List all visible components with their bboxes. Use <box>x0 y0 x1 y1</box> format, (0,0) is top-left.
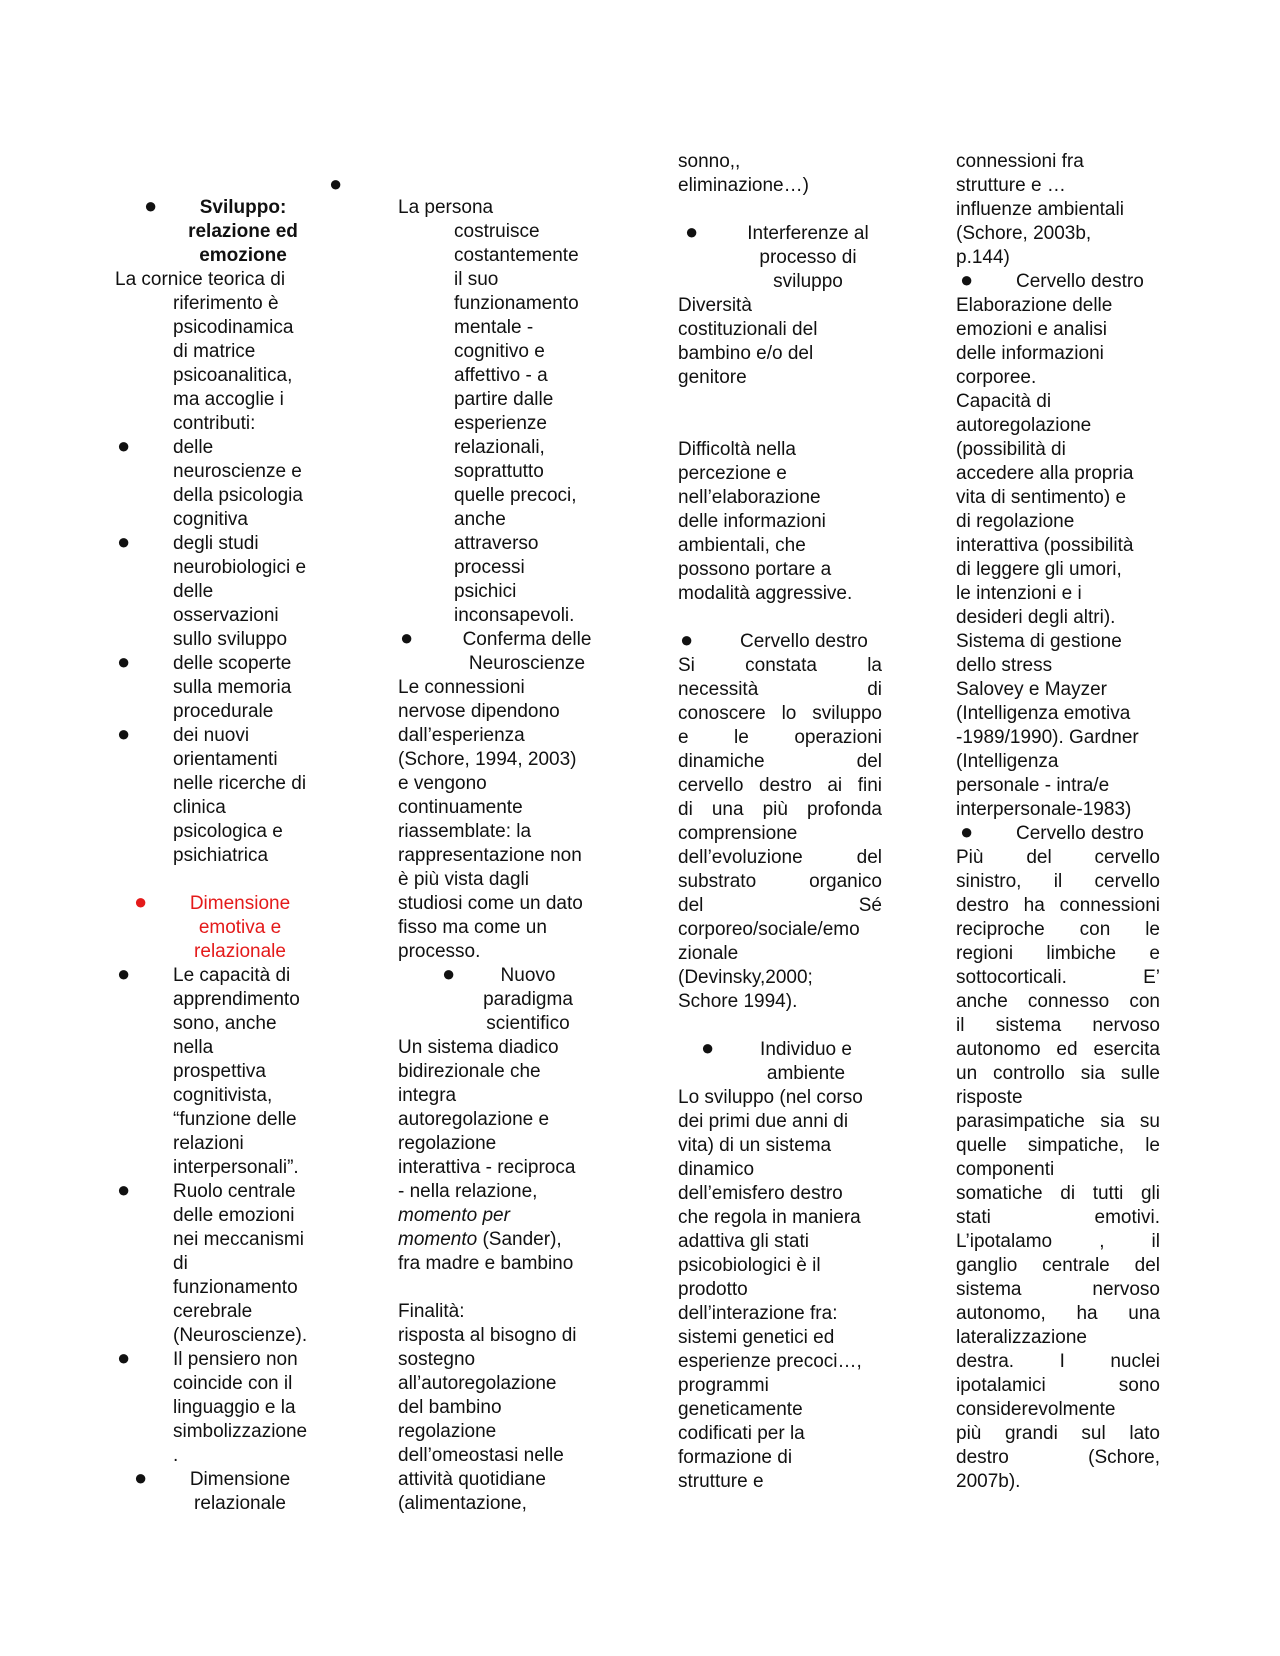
bullet-icon: ● <box>117 433 131 458</box>
column-1 <box>115 193 315 1516</box>
cervello2-paragraph: Più del cervello sinistro, il cervello destro ha connessioni reciproche con le regioni limbiche e sottocorticali. E’ anche connesso con il sistema nervoso autonomo ed esercita un controllo sia sulle risposte parasimpatiche sia su quelle simpatiche, le componenti somatiche di tutti gli stati emotivi. L’ipotalamo , il ganglio centrale del sistema nervoso autonomo, ha una lateralizzazione destra. I nuclei ipotalamici sono considerevolmente più grandi sul lato destro (Schore, 2007b). <box>956 847 1160 1492</box>
bullet-icon: ● <box>329 171 343 196</box>
persona-paragraph: La persona costruisce costantemente il suo funzionamento mentale - cognitivo e affettivo - a partire dalle esperienze relazionali, soprattutto quelle precoci, anche attraverso processi psichici inconsapevoli. <box>398 197 579 626</box>
bullet-icon: ● <box>117 529 131 554</box>
bullet-icon: ● <box>680 627 694 652</box>
bullet-icon: ● <box>117 1345 131 1370</box>
heading-conferma: ● Conferma delle Neuroscienze <box>400 625 592 674</box>
bullet-item: ● degli studi neurobiologici e delle osservazioni sullo sviluppo <box>117 529 307 650</box>
bullet-icon: ● <box>134 1465 148 1490</box>
bullet-icon: ● <box>442 961 456 986</box>
bullet-item: ● delle neuroscienze e della psicologia cognitiva <box>117 433 303 530</box>
heading-dimensione-relazionale: ● Dimensione relazionale <box>134 1465 291 1514</box>
difficolta-paragraph: Difficoltà nella percezione e nell’elaborazione delle informazioni ambientali, che possono portare a modalità aggressive. <box>678 439 853 604</box>
heading-cervello-destro-1: ● Cervello destro <box>960 267 1144 292</box>
column-3 <box>678 150 882 1494</box>
bullet-icon: ● <box>134 889 148 914</box>
bullet-icon: ● <box>117 961 131 986</box>
bullet-icon: ● <box>960 267 974 292</box>
bullet-icon: ● <box>400 625 414 650</box>
top-continuation: connessioni fra strutture e … influenze ambientali (Schore, 2003b, p.144) <box>956 151 1124 268</box>
column-2 <box>398 196 603 1516</box>
diversita-paragraph: Diversità costituzionali del bambino e/o del genitore <box>678 295 818 388</box>
conferma-paragraph: Le connessioni nervose dipendono dall’esperienza (Schore, 1994, 2003) e vengono continuamente riassemblate: la rappresentazione non è più vista dagli studiosi come un dato fisso ma come un processo. <box>398 677 583 962</box>
bullet-icon: ● <box>685 219 699 244</box>
bullet-icon: ● <box>117 721 131 746</box>
heading-cervello-destro-2: ● Cervello destro <box>960 819 1144 844</box>
sistema-paragraph: Un sistema diadico bidirezionale che integra autoregolazione e regolazione interattiva - reciproca - nella relazione, momento per momento (Sander), fra madre e bambino <box>398 1037 576 1274</box>
cervello1-paragraph: Elaborazione delle emozioni e analisi delle informazioni corporee. Capacità di autoregolazione (possibilità di accedere alla propria vita di sentimento) e di regolazione interattiva (possibilità di leggere gli umori, le intenzioni e i desideri degli altri). Sistema di gestione dello stress Salovey e Mayzer (Intelligenza emotiva -1989/1990). Gardner (Intelligenza personale - intra/e interpersonale-1983) <box>956 295 1139 820</box>
bullet-item: ● delle scoperte sulla memoria procedurale <box>117 649 292 722</box>
heading-sviluppo: ● Sviluppo: relazione ed emozione <box>144 193 298 266</box>
bullet-item: ● Le capacità di apprendimento sono, anche nella prospettiva cognitivista, “funzione delle relazioni interpersonali”. <box>117 961 300 1178</box>
heading-dimensione-emotiva: ● Dimensione emotiva e relazionale <box>134 889 291 962</box>
bullet-icon: ● <box>117 1177 131 1202</box>
heading-individuo: ● Individuo e ambiente <box>701 1035 852 1084</box>
heading-interferenze: ● Interferenze al processo di sviluppo <box>685 219 869 292</box>
heading-paradigma: ● Nuovo paradigma scientifico <box>442 961 573 1034</box>
bullet-icon: ● <box>144 193 158 218</box>
finalita-paragraph: Finalità: risposta al bisogno di sostegno all’autoregolazione del bambino regolazione dell’omeostasi nelle attività quotidiane (alimentazione, <box>398 1301 577 1514</box>
individuo-paragraph: Lo sviluppo (nel corso dei primi due anni di vita) di un sistema dinamico dell’emisfero destro che regola in maniera adattiva gli stati psicobiologici è il prodotto dell’interazione fra: sistemi genetici ed esperienze precoci…, programmi geneticamente codificati per la formazione di strutture e <box>678 1087 863 1492</box>
bullet-icon: ● <box>960 819 974 844</box>
bullet-icon: ● <box>701 1035 715 1060</box>
bullet-icon: ● <box>117 649 131 674</box>
bullet-item: ● dei nuovi orientamenti nelle ricerche di clinica psicologica e psichiatrica <box>117 721 307 866</box>
intro-paragraph: La cornice teorica di riferimento è psicodinamica di matrice psicoanalitica, ma accoglie i contributi: <box>115 269 294 434</box>
top-continuation: sonno,, eliminazione…) <box>678 151 809 196</box>
bullet-item: ● Ruolo centrale delle emozioni nei meccanismi di funzionamento cerebrale (Neuroscienze). <box>117 1177 308 1346</box>
cervello-paragraph: Si constata la necessità di conoscere lo sviluppo e le operazioni dinamiche del cervello destro ai fini di una più profonda comprensione dell’evoluzione del substrato organico del Sé corporeo/sociale/emo zionale (Devinsky,2000; Schore 1994). <box>678 655 882 1012</box>
heading-cervello-destro: ● Cervello destro <box>680 627 868 652</box>
bullet-item: ● Il pensiero non coincide con il linguaggio e la simbolizzazione . <box>117 1345 308 1466</box>
column-4 <box>956 150 1160 1494</box>
